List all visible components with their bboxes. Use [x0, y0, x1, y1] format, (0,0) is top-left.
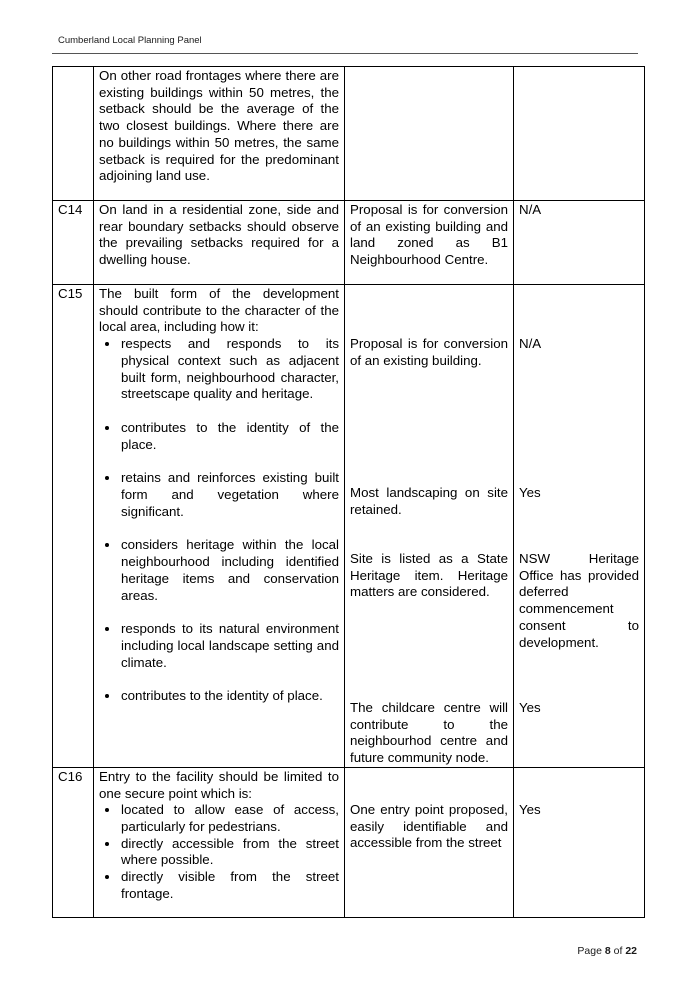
- requirement-list: [99, 688, 339, 705]
- table-row: [53, 285, 645, 768]
- document-header: Cumberland Local Planning Panel: [58, 35, 202, 46]
- compliance-text: N/A: [519, 336, 542, 351]
- compliance-text: Yes: [519, 700, 541, 715]
- requirement-intro: Entry to the facility should be limited to one secure point which is:: [99, 768, 339, 801]
- compliance-cell: [514, 201, 645, 285]
- compliance-table: [52, 66, 645, 918]
- of-label: of: [613, 945, 623, 957]
- requirement-list: [99, 802, 339, 902]
- list-item: • directly visible from the street frontage.: [120, 869, 339, 902]
- list-item: • located to allow ease of access, particularly for pedestrians.: [120, 802, 339, 835]
- requirement-intro: The built form of the development should contribute to the character of the local area, including how it:: [99, 286, 339, 335]
- proposal-cell: [345, 285, 514, 768]
- compliance-text: N/A: [519, 202, 542, 217]
- compliance-text: NSW Heritage Office has provided deferred commencement consent to development.: [519, 551, 639, 650]
- proposal-text: Most landscaping on site retained.: [350, 485, 508, 517]
- list-item: • contributes to the identity of place.: [120, 688, 339, 705]
- requirement-list: [99, 621, 339, 671]
- requirement-list: [99, 537, 339, 604]
- requirement-text: On land in a residential zone, side and rear boundary setbacks should observe the prevailing setbacks required for a dwelling house.: [99, 202, 339, 268]
- table-row: [53, 767, 645, 917]
- control-id-cell: C14: [53, 201, 94, 285]
- proposal-cell: [345, 767, 514, 917]
- header-divider: [52, 53, 638, 54]
- requirement-list: [99, 470, 339, 520]
- page-number: 8: [604, 945, 611, 957]
- compliance-cell: [514, 67, 645, 201]
- list-item: • respects and responds to its physical context such as adjacent built form, neighbourhood character, streetscape quality and heritage.: [120, 336, 339, 403]
- proposal-text: Proposal is for conversion of an existing building.: [350, 336, 508, 368]
- proposal-cell: [345, 201, 514, 285]
- compliance-cell: [514, 285, 645, 768]
- proposal-text: Site is listed as a State Heritage item. Heritage matters are considered.: [350, 551, 508, 600]
- proposal-text: The childcare centre will contribute to the neighbourhod centre and future community node.: [350, 700, 508, 766]
- proposal-text: One entry point proposed, easily identifiable and accessible from the street: [350, 801, 508, 851]
- list-item: • responds to its natural environment including local landscape setting and climate.: [120, 621, 339, 671]
- list-item: • contributes to the identity of the place.: [120, 420, 339, 453]
- requirement-list: [99, 420, 339, 453]
- list-item: • directly accessible from the street where possible.: [120, 836, 339, 869]
- page-footer: [577, 945, 637, 957]
- requirement-text: On other road frontages where there are existing buildings within 50 metres, the setback should be the average of the two closest buildings. Where there are no buildings within 50 metres, the same setback is required for the predominant adjoining land use.: [99, 68, 339, 184]
- page-total: 22: [625, 945, 637, 957]
- requirement-cell: [94, 67, 345, 201]
- requirement-list: [99, 336, 339, 403]
- requirement-cell: [94, 285, 345, 768]
- control-id-cell: [53, 67, 94, 201]
- list-item: • retains and reinforces existing built form and vegetation where significant.: [120, 470, 339, 520]
- control-id-cell: C15: [53, 285, 94, 768]
- control-id-cell: C16: [53, 767, 94, 917]
- compliance-cell: [514, 767, 645, 917]
- compliance-text: Yes: [519, 801, 541, 817]
- table-row: [53, 67, 645, 201]
- compliance-text: Yes: [519, 485, 541, 500]
- proposal-text: Proposal is for conversion of an existing building and land zoned as B1 Neighbourhood Centre.: [350, 202, 508, 268]
- proposal-cell: [345, 67, 514, 201]
- list-item: • considers heritage within the local neighbourhood including identified heritage items and conservation areas.: [120, 537, 339, 604]
- requirement-cell: [94, 201, 345, 285]
- page-label: Page: [577, 945, 602, 957]
- requirement-cell: [94, 767, 345, 917]
- table-row: [53, 201, 645, 285]
